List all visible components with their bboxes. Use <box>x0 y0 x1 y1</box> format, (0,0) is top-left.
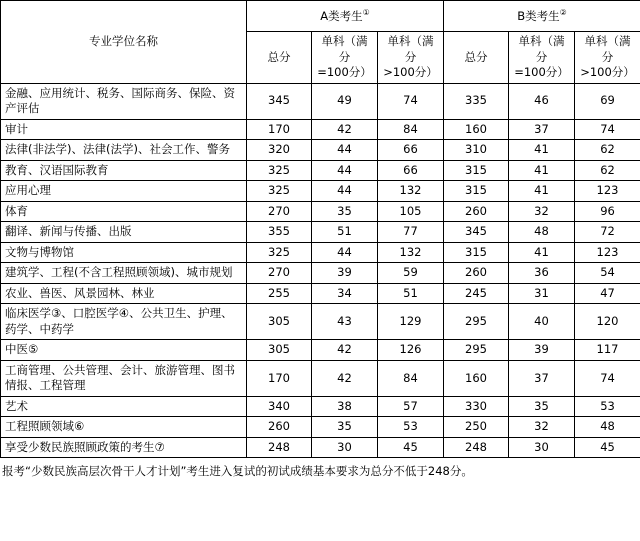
table-row <box>1 140 640 161</box>
table-row <box>1 360 640 396</box>
b-single-le100: 41 <box>509 242 575 263</box>
table-row <box>1 417 640 438</box>
b-single-gt100: 45 <box>575 437 640 458</box>
header-major-name: 专业学位名称 <box>1 1 247 84</box>
b-single-gt100: 96 <box>575 201 640 222</box>
major-name: 临床医学③、口腔医学④、公共卫生、护理、药学、中药学 <box>1 304 247 340</box>
a-total: 305 <box>247 304 312 340</box>
a-single-gt100: 132 <box>378 242 444 263</box>
major-name: 教育、汉语国际教育 <box>1 160 247 181</box>
b-total: 315 <box>444 181 509 202</box>
major-name: 农业、兽医、风景园林、林业 <box>1 283 247 304</box>
major-name: 中医⑤ <box>1 340 247 361</box>
a-single-le100: 35 <box>312 417 378 438</box>
a-single-gt100: 77 <box>378 222 444 243</box>
major-name: 应用心理 <box>1 181 247 202</box>
b-total: 315 <box>444 242 509 263</box>
header-b-single-le100-line2: =100分） <box>514 65 569 80</box>
major-name: 法律(非法学)、法律(法学)、社会工作、警务 <box>1 140 247 161</box>
b-single-le100: 31 <box>509 283 575 304</box>
table-row <box>1 201 640 222</box>
a-single-le100: 43 <box>312 304 378 340</box>
table-row <box>1 437 640 458</box>
table-row <box>1 242 640 263</box>
a-total: 325 <box>247 160 312 181</box>
a-single-gt100: 59 <box>378 263 444 284</box>
major-name: 享受少数民族照顾政策的考生⑦ <box>1 437 247 458</box>
b-single-gt100: 74 <box>575 119 640 140</box>
table-row <box>1 263 640 284</box>
b-single-gt100: 62 <box>575 140 640 161</box>
b-single-gt100: 53 <box>575 396 640 417</box>
b-single-le100: 32 <box>509 201 575 222</box>
a-single-gt100: 129 <box>378 304 444 340</box>
table-row <box>1 304 640 340</box>
b-total: 160 <box>444 119 509 140</box>
a-total: 248 <box>247 437 312 458</box>
header-b-single-le100 <box>509 32 575 84</box>
a-single-gt100: 45 <box>378 437 444 458</box>
a-single-le100: 44 <box>312 242 378 263</box>
a-single-le100: 39 <box>312 263 378 284</box>
header-group-b-sup: ② <box>559 7 567 17</box>
table-row <box>1 222 640 243</box>
b-total: 295 <box>444 340 509 361</box>
major-name: 金融、应用统计、税务、国际商务、保险、资产评估 <box>1 83 247 119</box>
a-total: 270 <box>247 263 312 284</box>
b-single-gt100: 48 <box>575 417 640 438</box>
header-a-single-gt100-line2: >100分） <box>383 65 438 80</box>
a-single-gt100: 51 <box>378 283 444 304</box>
table-row <box>1 396 640 417</box>
a-total: 345 <box>247 83 312 119</box>
b-single-le100: 37 <box>509 360 575 396</box>
table-row <box>1 181 640 202</box>
b-single-le100: 37 <box>509 119 575 140</box>
a-total: 260 <box>247 417 312 438</box>
major-name: 艺术 <box>1 396 247 417</box>
b-total: 330 <box>444 396 509 417</box>
b-single-le100: 46 <box>509 83 575 119</box>
b-single-le100: 40 <box>509 304 575 340</box>
table-row <box>1 340 640 361</box>
a-total: 325 <box>247 181 312 202</box>
major-name: 体育 <box>1 201 247 222</box>
a-total: 305 <box>247 340 312 361</box>
a-single-le100: 30 <box>312 437 378 458</box>
b-single-gt100: 72 <box>575 222 640 243</box>
a-total: 340 <box>247 396 312 417</box>
a-single-gt100: 105 <box>378 201 444 222</box>
table-row <box>1 83 640 119</box>
b-single-gt100: 54 <box>575 263 640 284</box>
header-b-single-gt100 <box>575 32 640 84</box>
b-single-le100: 30 <box>509 437 575 458</box>
a-single-gt100: 126 <box>378 340 444 361</box>
a-single-gt100: 66 <box>378 140 444 161</box>
b-single-le100: 41 <box>509 160 575 181</box>
a-total: 325 <box>247 242 312 263</box>
header-b-single-gt100-line1: 单科（满分 <box>584 34 631 64</box>
table-row <box>1 119 640 140</box>
header-a-single-le100-line1: 单科（满分 <box>321 34 368 64</box>
header-group-a <box>247 1 444 32</box>
a-single-le100: 42 <box>312 119 378 140</box>
a-single-gt100: 84 <box>378 119 444 140</box>
b-single-le100: 41 <box>509 181 575 202</box>
b-single-le100: 39 <box>509 340 575 361</box>
a-total: 255 <box>247 283 312 304</box>
a-single-le100: 49 <box>312 83 378 119</box>
a-total: 170 <box>247 360 312 396</box>
table-row <box>1 160 640 181</box>
header-b-single-le100-line1: 单科（满分 <box>518 34 565 64</box>
a-single-gt100: 84 <box>378 360 444 396</box>
major-name: 建筑学、工程(不含工程照顾领域)、城市规划 <box>1 263 247 284</box>
b-total: 295 <box>444 304 509 340</box>
a-single-le100: 42 <box>312 340 378 361</box>
header-group-a-label: A类考生 <box>320 8 363 23</box>
header-a-single-gt100 <box>378 32 444 84</box>
a-single-le100: 44 <box>312 140 378 161</box>
header-a-single-le100 <box>312 32 378 84</box>
b-single-le100: 48 <box>509 222 575 243</box>
a-single-gt100: 66 <box>378 160 444 181</box>
a-total: 355 <box>247 222 312 243</box>
major-name: 审计 <box>1 119 247 140</box>
b-single-gt100: 123 <box>575 181 640 202</box>
a-single-le100: 34 <box>312 283 378 304</box>
b-single-le100: 41 <box>509 140 575 161</box>
b-total: 310 <box>444 140 509 161</box>
b-total: 315 <box>444 160 509 181</box>
a-single-le100: 35 <box>312 201 378 222</box>
a-single-gt100: 53 <box>378 417 444 438</box>
header-a-single-le100-line2: =100分） <box>317 65 372 80</box>
header-group-a-sup: ① <box>362 7 370 17</box>
a-single-le100: 44 <box>312 181 378 202</box>
b-single-gt100: 74 <box>575 360 640 396</box>
b-total: 335 <box>444 83 509 119</box>
a-single-gt100: 132 <box>378 181 444 202</box>
header-group-b <box>444 1 640 32</box>
major-name: 工程照顾领域⑥ <box>1 417 247 438</box>
b-single-le100: 32 <box>509 417 575 438</box>
a-single-le100: 42 <box>312 360 378 396</box>
a-single-le100: 51 <box>312 222 378 243</box>
major-name: 文物与博物馆 <box>1 242 247 263</box>
b-total: 260 <box>444 201 509 222</box>
major-name: 翻译、新闻与传播、出版 <box>1 222 247 243</box>
b-single-gt100: 123 <box>575 242 640 263</box>
header-b-single-gt100-line2: >100分） <box>580 65 635 80</box>
b-total: 160 <box>444 360 509 396</box>
b-single-gt100: 117 <box>575 340 640 361</box>
b-single-gt100: 69 <box>575 83 640 119</box>
a-total: 320 <box>247 140 312 161</box>
header-group-b-label: B类考生 <box>517 8 560 23</box>
header-b-total: 总分 <box>444 32 509 84</box>
b-total: 248 <box>444 437 509 458</box>
a-total: 170 <box>247 119 312 140</box>
header-a-total: 总分 <box>247 32 312 84</box>
b-total: 250 <box>444 417 509 438</box>
major-name: 工商管理、公共管理、会计、旅游管理、图书情报、工程管理 <box>1 360 247 396</box>
b-total: 245 <box>444 283 509 304</box>
b-single-gt100: 62 <box>575 160 640 181</box>
b-total: 345 <box>444 222 509 243</box>
table-row <box>1 283 640 304</box>
a-single-gt100: 74 <box>378 83 444 119</box>
b-single-gt100: 47 <box>575 283 640 304</box>
a-total: 270 <box>247 201 312 222</box>
b-single-le100: 36 <box>509 263 575 284</box>
table-header-row-groups <box>1 1 640 32</box>
b-single-gt100: 120 <box>575 304 640 340</box>
a-single-le100: 38 <box>312 396 378 417</box>
a-single-gt100: 57 <box>378 396 444 417</box>
table-footnote: 报考“少数民族高层次骨干人才计划”考生进入复试的初试成绩基本要求为总分不低于248分。 <box>2 464 473 479</box>
a-single-le100: 44 <box>312 160 378 181</box>
header-a-single-gt100-line1: 单科（满分 <box>387 34 434 64</box>
b-single-le100: 35 <box>509 396 575 417</box>
b-total: 260 <box>444 263 509 284</box>
